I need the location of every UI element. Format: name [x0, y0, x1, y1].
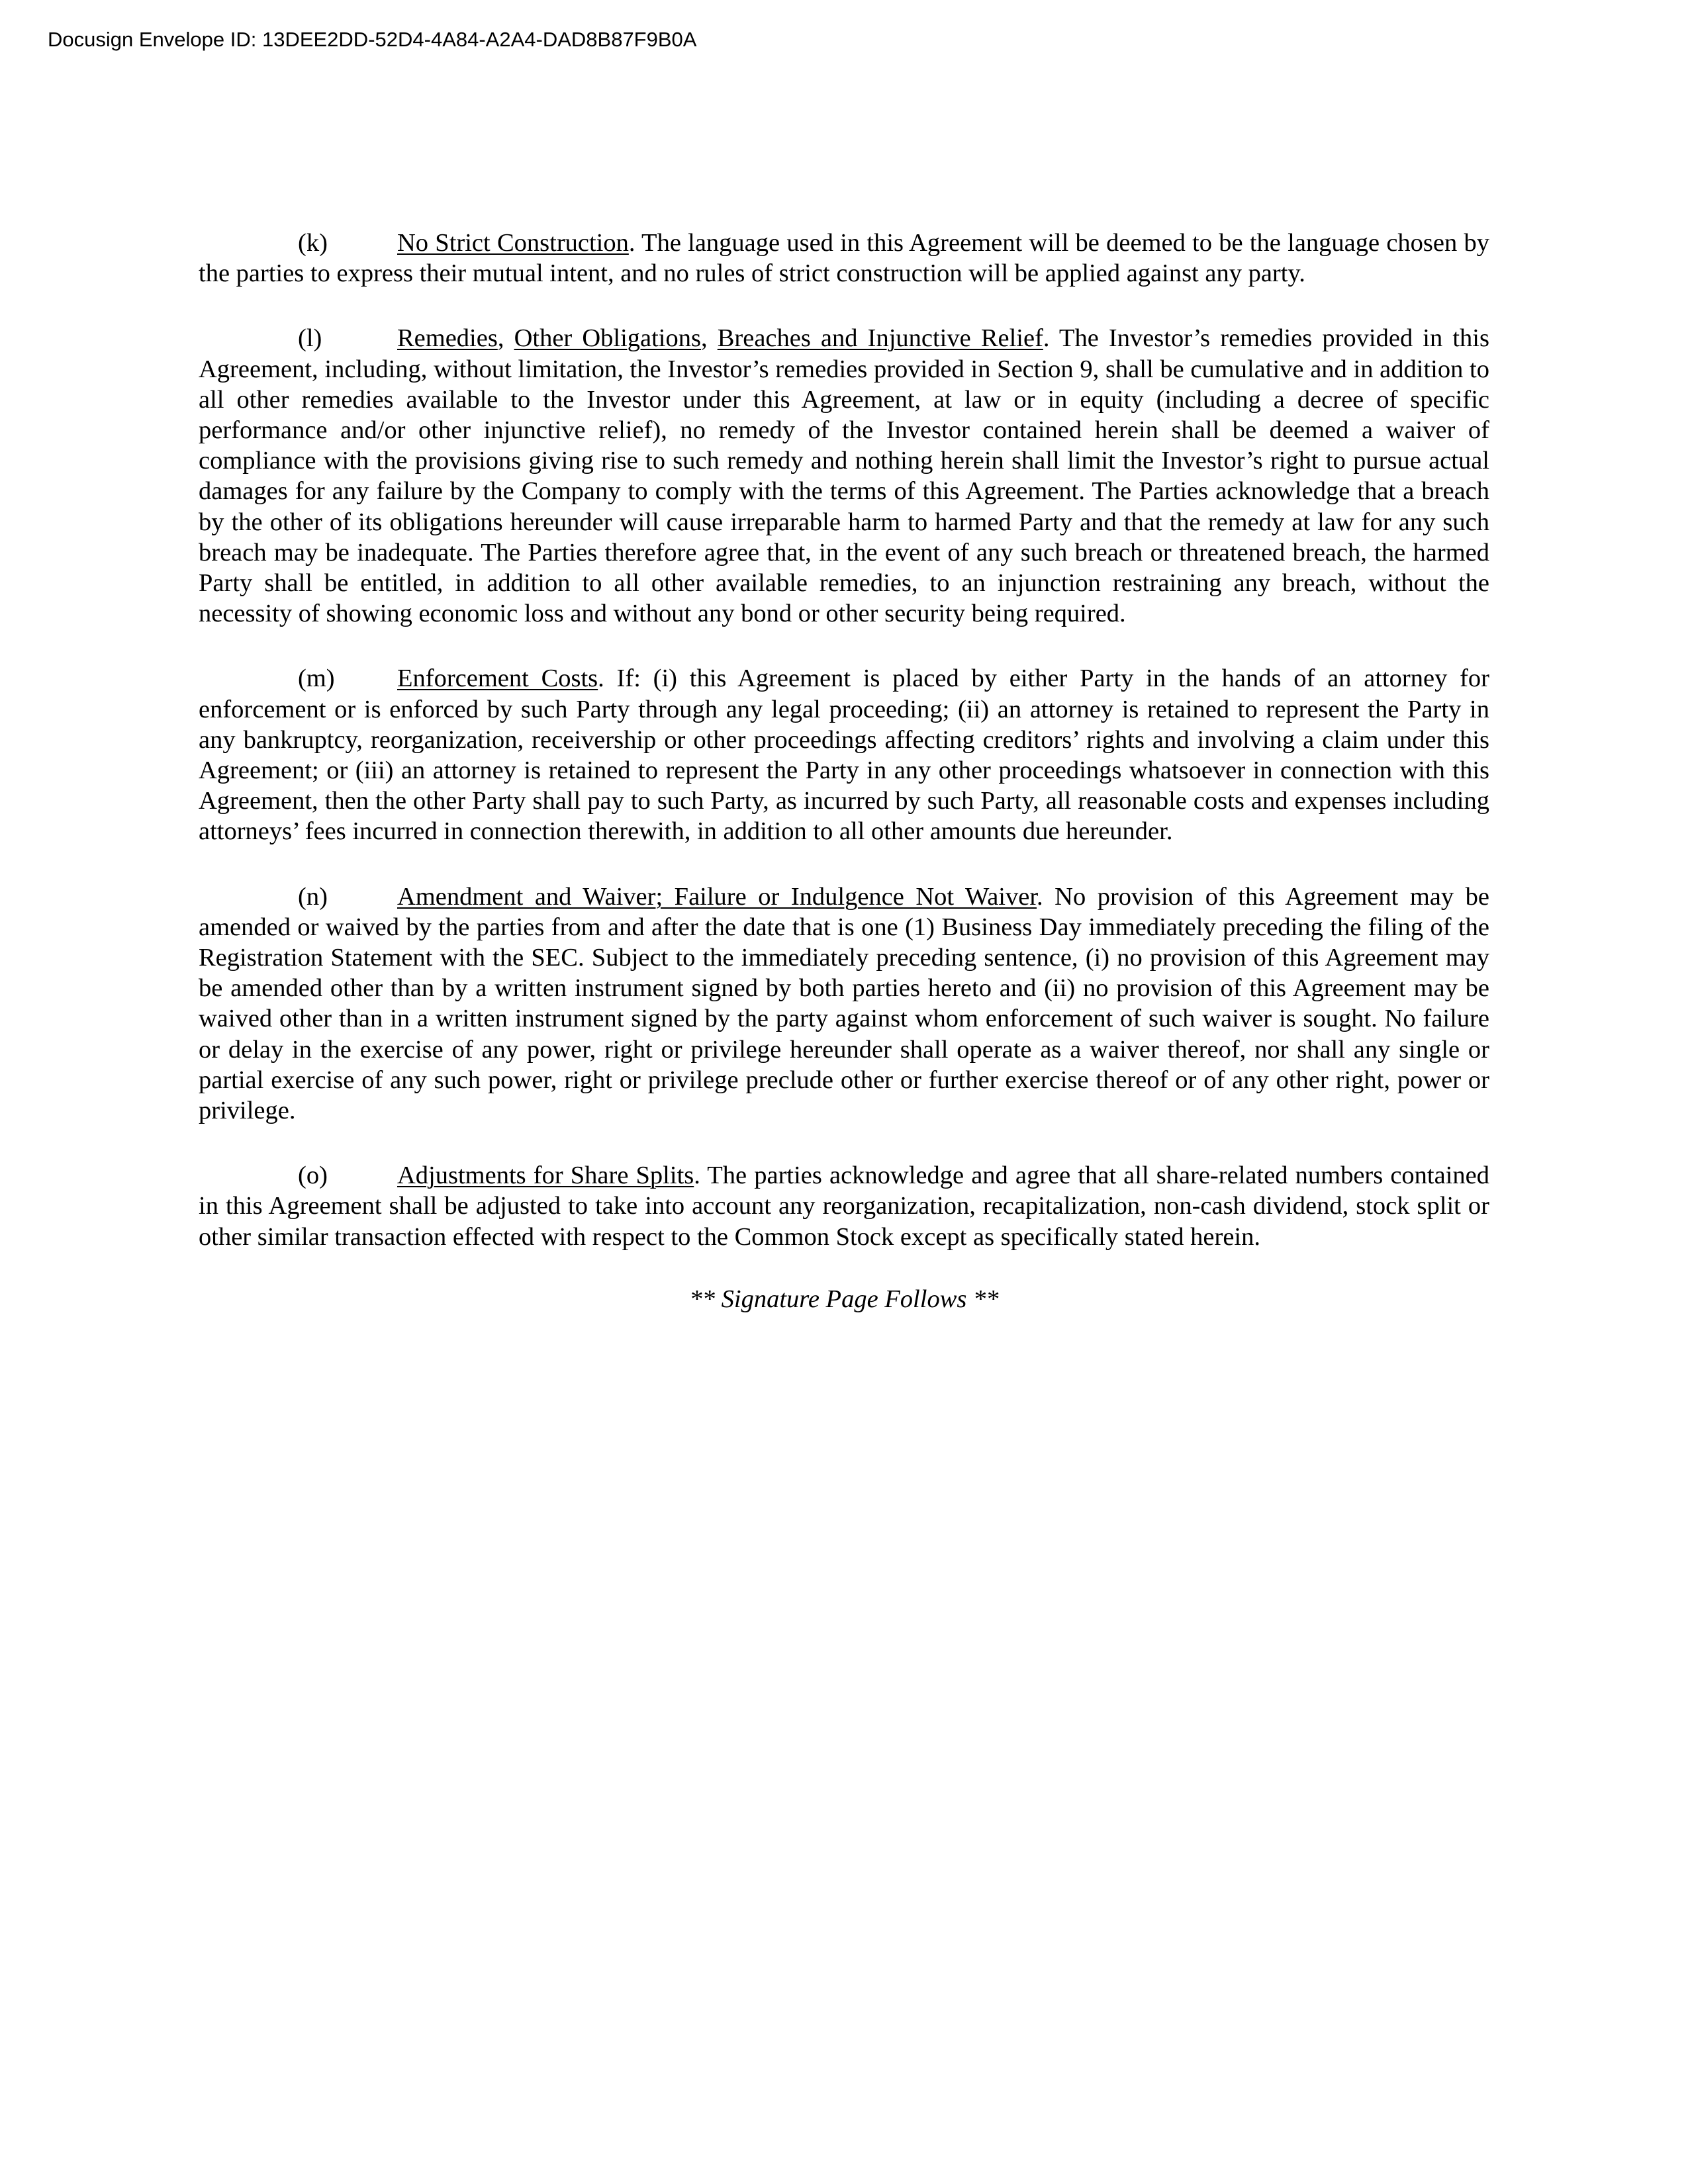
section-title-remedies: Remedies — [397, 324, 498, 353]
section-n-amendment-and-waiver — [199, 882, 1489, 1126]
section-k-no-strict-construction — [199, 228, 1489, 289]
section-marker: (m) — [298, 664, 335, 693]
signature-page-follows: ** Signature Page Follows ** — [689, 1285, 999, 1313]
section-title: No Strict Construction — [397, 229, 629, 257]
docusign-envelope-id: Docusign Envelope ID: 13DEE2DD-52D4-4A84-A2A4-DAD8B87F9B0A — [48, 28, 697, 51]
section-marker: (o) — [298, 1161, 328, 1190]
section-text: . No provision of this Agreement may be amended or waived by the parties from and after the date that is one (1) Business Day immediately preceding the filing of the Registration Statement with the SEC. Subject to the immediately preceding sentence, (i) no provision of this Agreement may be amended other than by a written instrument signed by both parties hereto and (ii) no provision of this Agreement may be waived other than in a written instrument signed by the party against whom enforcement of such waiver is sought. No failure or delay in the exercise of any power, right or privilege hereunder shall operate as a waiver thereof, nor shall any single or partial exercise of any such power, right or privilege preclude other or further exercise thereof or of any other right, power or privilege. — [199, 882, 1489, 1125]
section-title: Amendment and Waiver; Failure or Indulgence Not Waiver — [397, 882, 1037, 911]
section-marker: (l) — [298, 324, 322, 353]
section-m-enforcement-costs — [199, 663, 1489, 846]
section-l-remedies — [199, 323, 1489, 629]
section-marker: (k) — [298, 229, 328, 257]
section-text: . The Investor’s remedies provided in this Agreement, including, without limitation, the Investor’s remedies provided in Section 9, shall be cumulative and in addition to all other remedies available to the Investor under this Agreement, at law or in equity (including a decree of specific performance and/or other injunctive relief), no remedy of the Investor contained herein shall be deemed a waiver of compliance with the provisions giving rise to such remedy and nothing herein shall limit the Investor’s right to pursue actual damages for any failure by the Company to comply with the terms of this Agreement. The Parties acknowledge that a breach by the other of its obligations hereunder will cause irreparable harm to harmed Party and that the remedy at law for any such breach may be inadequate. The Parties therefore agree that, in the event of any such breach or threatened breach, the harmed Party shall be entitled, in addition to all other available remedies, to an injunction restraining any breach, without the necessity of showing economic loss and without any bond or other security being required. — [199, 324, 1489, 628]
section-text: . The language used in this Agreement will be deemed to be the language chosen by the parties to express their mutual intent, and no rules of strict construction will be applied against any party. — [199, 229, 1489, 288]
section-o-share-splits — [199, 1160, 1489, 1252]
section-title: Enforcement Costs — [397, 664, 598, 693]
section-marker: (n) — [298, 882, 328, 911]
title-separator: , — [497, 324, 514, 353]
section-text: . If: (i) this Agreement is placed by either Party in the hands of an attorney for enforcement or is enforced by such Party through any legal proceeding; (ii) an attorney is retained to represent the Party in any bankruptcy, reorganization, receivership or other proceedings affecting creditors’ rights and involving a claim under this Agreement; or (iii) an attorney is retained to represent the Party in any other proceedings whatsoever in connection with this Agreement, then the other Party shall pay to such Party, as incurred by such Party, all reasonable costs and expenses including attorneys’ fees incurred in connection therewith, in addition to all other amounts due hereunder. — [199, 664, 1489, 846]
section-title-breaches: Breaches and Injunctive Relief — [717, 324, 1043, 353]
document-body — [199, 228, 1489, 1340]
section-text: . The parties acknowledge and agree that all share-related numbers contained in this Agreement shall be adjusted to take into account any reorganization, recapitalization, non-cash dividend, stock split or other similar transaction effected with respect to the Common Stock except as specifically stated herein. — [199, 1161, 1489, 1251]
section-title: Adjustments for Share Splits — [397, 1161, 694, 1190]
title-separator: , — [701, 324, 718, 353]
section-title-other-obligations: Other Obligations — [514, 324, 701, 353]
